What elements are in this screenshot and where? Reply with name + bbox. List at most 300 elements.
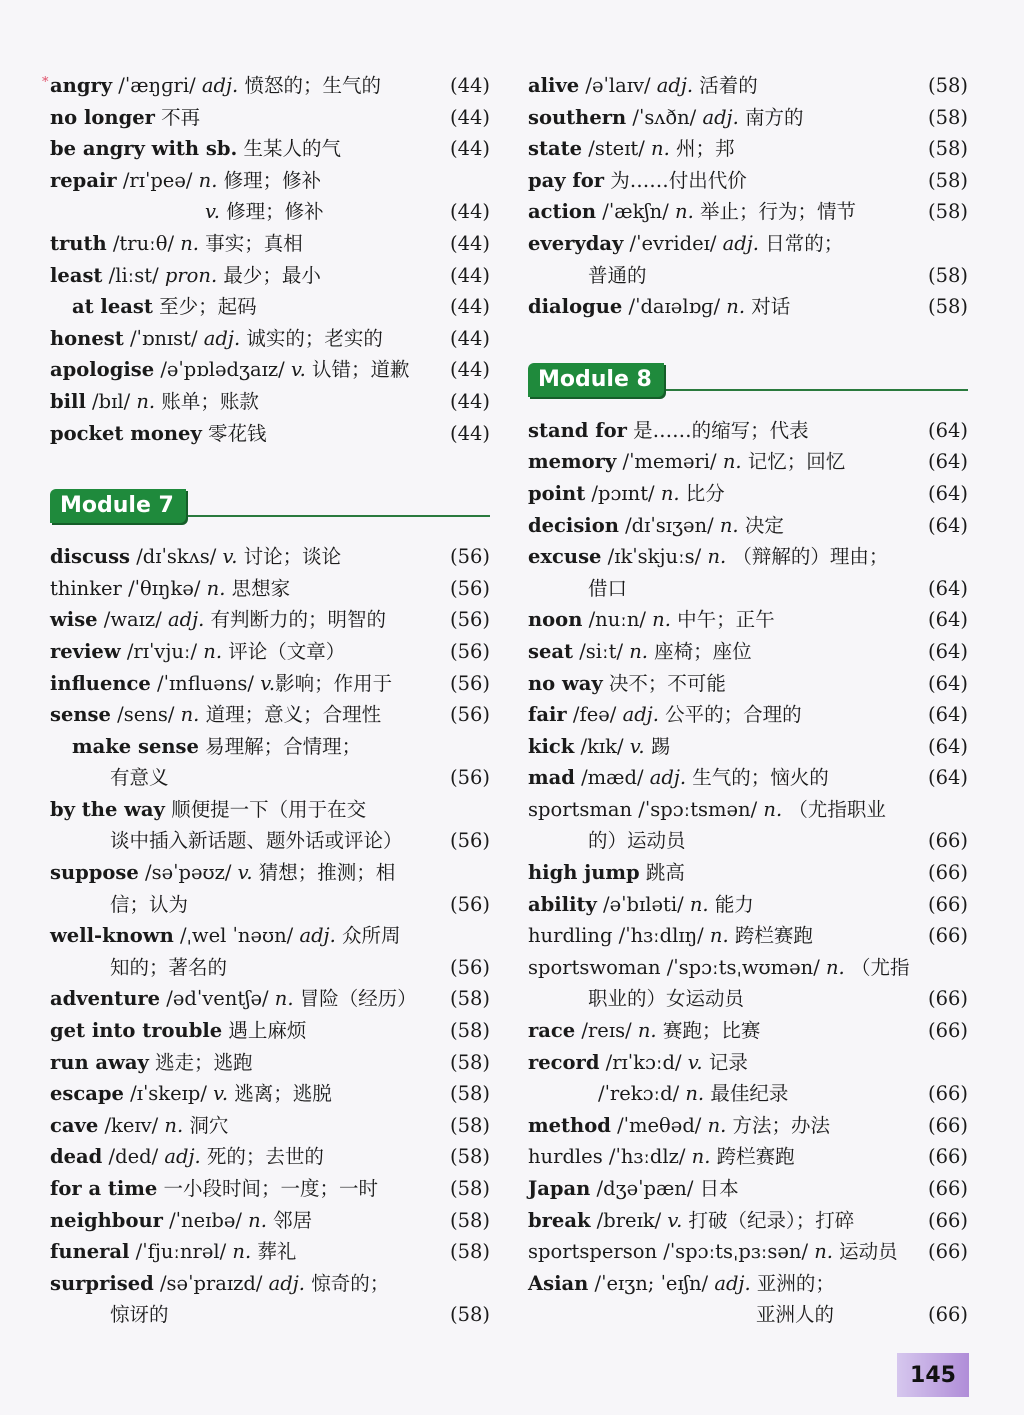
part-of-speech: adj.	[722, 231, 759, 255]
headword: stand for	[528, 418, 627, 442]
page-ref: (64)	[927, 418, 968, 442]
page-ref: (56)	[449, 671, 490, 695]
page-ref: (66)	[927, 1208, 968, 1232]
meaning: （辩解的）理由；	[726, 545, 889, 569]
entry-line	[528, 1078, 968, 1110]
headword: alive	[528, 74, 580, 97]
entry-line	[528, 731, 968, 763]
page-ref: (56)	[449, 955, 490, 979]
headword: Japan	[528, 1177, 591, 1200]
vocab-entry	[42, 70, 490, 102]
vocab-entry	[50, 541, 490, 573]
vocab-entry	[50, 323, 490, 355]
entry-line	[528, 446, 968, 478]
part-of-speech: n.	[651, 137, 670, 161]
vocab-entry	[528, 920, 968, 952]
part-of-speech: v.	[237, 861, 253, 885]
phonetic: /ˈspɔːtsˌwʊmən/	[660, 955, 826, 979]
entry-line	[528, 1205, 968, 1237]
meaning: 影响；作用于	[275, 671, 393, 695]
entry-line	[528, 668, 968, 700]
meaning: （尤指	[844, 955, 910, 979]
phonetic: /ˈækʃn/	[596, 200, 676, 224]
headword: excuse	[528, 545, 602, 569]
part-of-speech: adj.	[167, 608, 205, 632]
phonetic: /ˈspɔːtsmən/	[632, 797, 764, 821]
meaning: 最佳纪录	[704, 1082, 789, 1106]
phonetic: /ˈneɪbə/	[162, 1208, 249, 1232]
vocab-entry	[50, 291, 490, 323]
entry-line	[50, 1173, 490, 1205]
vocab-entry	[528, 196, 968, 228]
headword: point	[528, 481, 586, 505]
module-badge: Module 8	[528, 363, 664, 397]
entry-line	[528, 291, 968, 323]
headword: sportsperson	[528, 1240, 658, 1264]
page-ref: (66)	[927, 924, 968, 948]
vocab-entry	[528, 794, 968, 857]
headword: repair	[50, 168, 117, 192]
vocab-entry	[50, 983, 490, 1015]
meaning: （尤指职业	[782, 797, 886, 821]
meaning: 日本	[699, 1177, 739, 1200]
part-of-speech: v.	[205, 200, 220, 224]
phonetic: /ˈsʌðn/	[626, 105, 703, 129]
page-ref: (44)	[449, 105, 490, 129]
entry-line	[528, 260, 968, 292]
headword: Asian	[528, 1271, 589, 1295]
page-ref: (66)	[927, 1303, 968, 1327]
vocab-entry	[528, 857, 968, 889]
meaning: 活着的	[693, 74, 758, 97]
page-ref: (58)	[449, 1303, 490, 1327]
meaning: 南方的	[738, 105, 804, 129]
entry-line	[50, 983, 490, 1015]
page-ref: (64)	[927, 513, 968, 537]
page-ref: (58)	[927, 137, 968, 161]
meaning: 不再	[154, 105, 201, 129]
page-ref: (44)	[449, 326, 490, 350]
entry-line	[528, 699, 968, 731]
headword: review	[50, 639, 121, 663]
part-of-speech: n.	[248, 1208, 267, 1232]
meaning: 打破（纪录）；打碎	[682, 1208, 855, 1232]
part-of-speech: n.	[814, 1240, 833, 1264]
meaning: 举止；行为；情节	[693, 200, 856, 224]
phonetic: /dɪˈskʌs/	[130, 545, 223, 569]
headword: dead	[50, 1145, 103, 1169]
page-ref: (64)	[927, 639, 968, 663]
meaning: 逃走；逃跑	[148, 1050, 253, 1074]
entry-line	[528, 952, 968, 984]
entry-line	[528, 70, 968, 102]
vocab-entry	[528, 1268, 968, 1331]
page-ref: (56)	[449, 766, 490, 790]
meaning: 事实；真相	[199, 231, 303, 255]
entry-line	[50, 418, 490, 450]
part-of-speech: n.	[180, 231, 199, 255]
meaning: 中午；正午	[670, 608, 775, 632]
meaning: 众所周	[335, 924, 401, 948]
headword: thinker	[50, 576, 122, 600]
part-of-speech: n.	[203, 639, 223, 663]
entry-line	[50, 762, 490, 794]
phonetic: /əˈbɪləti/	[596, 892, 690, 916]
part-of-speech: n.	[198, 168, 218, 192]
entry-line	[50, 228, 490, 260]
page-ref: (66)	[927, 861, 968, 885]
entry-line	[50, 1141, 490, 1173]
page-ref: (58)	[449, 1113, 490, 1137]
part-of-speech: n.	[660, 481, 680, 505]
vocab-entry	[50, 1015, 490, 1047]
phonetic: /bɪl/	[85, 389, 137, 413]
headword: mad	[528, 766, 575, 790]
phonetic: /ɪkˈskjuːs/	[601, 545, 708, 569]
meaning: 有意义	[110, 766, 169, 790]
vocab-entry	[50, 794, 490, 857]
headword: make sense	[72, 734, 199, 758]
phonetic: /səˈpraɪzd/	[153, 1271, 269, 1295]
phonetic: /ˈspɔːtsˌpɜːsən/	[657, 1240, 815, 1264]
page-ref: (44)	[449, 231, 490, 255]
page-ref: (58)	[449, 987, 490, 1011]
part-of-speech: n.	[707, 1113, 727, 1137]
entry-line	[528, 1015, 968, 1047]
meaning: 邻居	[266, 1208, 313, 1232]
entry-line	[50, 794, 490, 826]
meaning: 对话	[745, 295, 791, 319]
entry-line	[50, 1015, 490, 1047]
entry-line	[528, 1268, 968, 1300]
vocab-entry	[528, 636, 968, 668]
part-of-speech: n.	[707, 545, 727, 569]
meaning: 公平的；合理的	[658, 703, 802, 727]
vocab-entry	[528, 102, 968, 134]
meaning: 州；邦	[669, 137, 735, 161]
entry-line	[50, 133, 490, 165]
vocab-entry	[528, 1205, 968, 1237]
headword: adventure	[50, 987, 161, 1011]
page-ref: (58)	[927, 105, 968, 129]
part-of-speech: n.	[709, 924, 729, 948]
meaning: 踢	[644, 734, 671, 758]
part-of-speech: v.	[260, 671, 276, 695]
phonetic: /keɪv/	[98, 1113, 165, 1137]
entry-line	[50, 102, 490, 134]
entry-line	[50, 699, 490, 731]
entry-line	[528, 1110, 968, 1142]
meaning: 决定	[738, 513, 784, 537]
phonetic: /pɔɪnt/	[585, 481, 661, 505]
part-of-speech: n.	[164, 1113, 184, 1137]
entry-line	[528, 165, 968, 197]
vocab-entry	[50, 260, 490, 292]
page-ref: (66)	[927, 1177, 968, 1200]
entry-line	[528, 228, 968, 260]
meaning: 惊奇的；	[305, 1271, 390, 1295]
headword: wise	[50, 608, 98, 632]
headword: hurdling	[528, 924, 613, 948]
phonetic: /kɪk/	[574, 734, 630, 758]
page-ref: (64)	[927, 576, 968, 600]
vocab-entry	[50, 1141, 490, 1173]
part-of-speech: v.	[222, 545, 238, 569]
headword: hurdles	[528, 1145, 603, 1169]
entry-line	[528, 1141, 968, 1173]
headword: cave	[50, 1113, 99, 1137]
entry-line	[528, 102, 968, 134]
meaning: 思想家	[225, 576, 291, 600]
vocab-entry	[528, 1015, 968, 1047]
entry-line	[50, 573, 490, 605]
page-ref: (58)	[449, 1145, 490, 1169]
vocab-entry	[50, 636, 490, 668]
left-column	[42, 70, 490, 1331]
phonetic: /sens/	[110, 703, 181, 727]
page-ref: (58)	[449, 1240, 490, 1264]
page-ref: (64)	[927, 450, 968, 474]
vocab-entry	[528, 1173, 968, 1205]
page-ref: (58)	[927, 74, 968, 97]
page-ref: (58)	[449, 1208, 490, 1232]
part-of-speech: adj.	[299, 924, 336, 948]
headword: honest	[50, 326, 124, 350]
vocab-entry	[50, 668, 490, 700]
headword: funeral	[50, 1240, 130, 1264]
page-ref: (66)	[927, 1145, 968, 1169]
part-of-speech: adj.	[714, 1271, 751, 1295]
meaning: 生气的；恼火的	[686, 766, 829, 790]
vocab-entry	[50, 1173, 490, 1205]
meaning: 跳高	[639, 861, 685, 885]
headword: surprised	[50, 1271, 154, 1295]
part-of-speech: n.	[232, 1240, 252, 1264]
entry-line	[528, 889, 968, 921]
part-of-speech: adj.	[649, 766, 687, 790]
meaning: 易理解；合情理；	[198, 734, 362, 758]
phonetic: /ˈθɪŋkə/	[121, 576, 207, 600]
meaning: 决不；不可能	[602, 671, 726, 695]
part-of-speech: adj.	[268, 1271, 305, 1295]
entry-line	[528, 857, 968, 889]
phonetic: /nuːn/	[582, 608, 653, 632]
vocab-entry	[528, 1141, 968, 1173]
module-heading	[528, 363, 968, 403]
entry-line	[50, 857, 490, 889]
page-ref: (56)	[449, 829, 490, 853]
meaning: 赛跑；比赛	[656, 1019, 761, 1043]
part-of-speech: pron.	[164, 263, 218, 287]
meaning: 猜想；推测；相	[252, 861, 396, 885]
meaning: 惊讶的	[110, 1303, 169, 1327]
vocab-entry	[50, 920, 490, 983]
meaning: 的）运动员	[588, 829, 686, 853]
meaning: 修理；修补	[219, 200, 324, 224]
module-rule	[628, 389, 968, 391]
meaning: 修理；修补	[217, 168, 322, 192]
meaning: 认错；道歉	[305, 358, 410, 382]
headword: sportswoman	[528, 955, 661, 979]
entry-line	[528, 510, 968, 542]
vocab-entry	[528, 731, 968, 763]
page-ref: (58)	[927, 295, 968, 319]
meaning: 生某人的气	[237, 137, 341, 161]
headword: high jump	[528, 861, 640, 885]
entry-line	[528, 415, 968, 447]
part-of-speech: v.	[667, 1208, 683, 1232]
part-of-speech: n.	[825, 955, 845, 979]
entry-line	[50, 604, 490, 636]
headword: get into trouble	[50, 1019, 223, 1043]
part-of-speech: n.	[274, 987, 294, 1011]
vocab-entry	[528, 446, 968, 478]
meaning: 有判断力的；明智的	[204, 608, 387, 632]
meaning: 日常的；	[759, 231, 844, 255]
meaning: 逃离；逃脱	[228, 1082, 332, 1106]
vocab-entry	[528, 1047, 968, 1110]
phonetic: /əˈpɒlədʒaɪz/	[154, 358, 291, 382]
entry-line	[50, 731, 490, 763]
vocab-entry	[528, 291, 968, 323]
headword: well-known	[50, 924, 174, 948]
vocab-entry	[50, 604, 490, 636]
phonetic: /ded/	[102, 1145, 165, 1169]
meaning: 跨栏赛跑	[710, 1145, 795, 1169]
headword: state	[528, 137, 583, 161]
phonetic: /ˈmeθəd/	[610, 1113, 708, 1137]
entry-line	[50, 668, 490, 700]
page-ref: (56)	[449, 639, 490, 663]
entry-line	[528, 1047, 968, 1079]
entry-line	[528, 1299, 968, 1331]
headword: action	[528, 200, 597, 224]
part-of-speech: v.	[213, 1082, 229, 1106]
phonetic: /ɪˈskeɪp/	[123, 1082, 214, 1106]
vocab-entry	[50, 1110, 490, 1142]
phonetic: /ˈhɜːdlz/	[602, 1145, 692, 1169]
part-of-speech: v.	[290, 358, 306, 382]
meaning: 运动员	[832, 1240, 898, 1264]
vocab-entry	[528, 889, 968, 921]
meaning: 道理；意义；合理性	[199, 703, 382, 727]
part-of-speech: n.	[652, 608, 671, 632]
meaning: 记录	[702, 1050, 748, 1074]
page-ref: (56)	[449, 892, 490, 916]
vocab-entry	[50, 418, 490, 450]
page-ref: (44)	[449, 389, 490, 413]
entry-line	[528, 133, 968, 165]
vocab-entry	[528, 510, 968, 542]
part-of-speech: n.	[685, 1082, 705, 1106]
entry-line	[50, 920, 490, 952]
part-of-speech: adj.	[702, 105, 739, 129]
page-ref: (64)	[927, 703, 968, 727]
headword: escape	[50, 1082, 124, 1106]
page-ref: (66)	[927, 1113, 968, 1137]
entry-line	[528, 1236, 968, 1268]
page-ref: (64)	[927, 608, 968, 632]
entry-line	[50, 354, 490, 386]
vocab-entry	[528, 415, 968, 447]
page-ref: (56)	[449, 545, 490, 569]
headword: no longer	[50, 105, 155, 129]
entry-line	[528, 920, 968, 952]
entry-line	[528, 541, 968, 573]
phonetic: /breɪk/	[590, 1208, 668, 1232]
vocab-entry	[528, 1236, 968, 1268]
headword: truth	[50, 231, 107, 255]
meaning: 方法；办法	[726, 1113, 831, 1137]
entry-line	[50, 386, 490, 418]
meaning: 遇上麻烦	[222, 1019, 307, 1043]
vocab-entry	[528, 478, 968, 510]
entry-line	[50, 1205, 490, 1237]
headword: bill	[50, 389, 86, 413]
page-ref: (66)	[927, 1019, 968, 1043]
meaning: 讨论；谈论	[237, 545, 342, 569]
page-ref: (44)	[449, 137, 490, 161]
vocab-entry	[528, 165, 968, 197]
module-badge: Module 7	[50, 489, 186, 523]
vocab-entry	[50, 165, 490, 228]
phonetic: /ˈdaɪəlɒɡ/	[622, 295, 727, 319]
vocab-entry	[50, 133, 490, 165]
entry-line	[528, 478, 968, 510]
page-ref: (58)	[449, 1177, 490, 1200]
meaning: 普通的	[588, 263, 647, 287]
headword: dialogue	[528, 295, 623, 319]
phonetic: /əˈlaɪv/	[579, 74, 657, 97]
module-heading	[50, 489, 490, 529]
vocab-entry	[50, 386, 490, 418]
vocab-entry	[50, 573, 490, 605]
page-ref: (56)	[449, 703, 490, 727]
headword: pay for	[528, 168, 605, 192]
meaning: 谈中插入新话题、题外话或评论）	[110, 829, 403, 853]
entry-line	[50, 636, 490, 668]
page-ref: (56)	[449, 608, 490, 632]
meaning: 诚实的；老实的	[240, 326, 383, 350]
vocab-entry	[50, 1205, 490, 1237]
vocab-entry	[50, 354, 490, 386]
phonetic: /mæd/	[574, 766, 650, 790]
right-column	[528, 70, 968, 1331]
page-ref: (44)	[449, 358, 490, 382]
entry-line	[50, 1110, 490, 1142]
vocab-entry	[50, 1078, 490, 1110]
page-number: 145	[897, 1353, 969, 1397]
part-of-speech: n.	[763, 797, 783, 821]
vocab-entry	[528, 228, 968, 291]
headword: seat	[528, 639, 574, 663]
phonetic: /ˈɪnfluəns/	[150, 671, 261, 695]
page-ref: (66)	[927, 1082, 968, 1106]
entry-line	[50, 541, 490, 573]
headword: race	[528, 1019, 576, 1043]
phonetic: /ˈfjuːnrəl/	[129, 1240, 233, 1264]
part-of-speech: n.	[691, 1145, 711, 1169]
vocab-entry	[50, 1047, 490, 1079]
phonetic: /ˈmeməri/	[616, 450, 723, 474]
vocab-entry	[50, 1268, 490, 1331]
phonetic: /rɪˈpeə/	[116, 168, 199, 192]
phonetic: /liːst/	[102, 263, 165, 287]
page-ref: (44)	[449, 200, 490, 224]
headword: least	[50, 263, 103, 287]
entry-line	[50, 291, 490, 323]
phonetic: /ˈhɜːdlɪŋ/	[612, 924, 710, 948]
